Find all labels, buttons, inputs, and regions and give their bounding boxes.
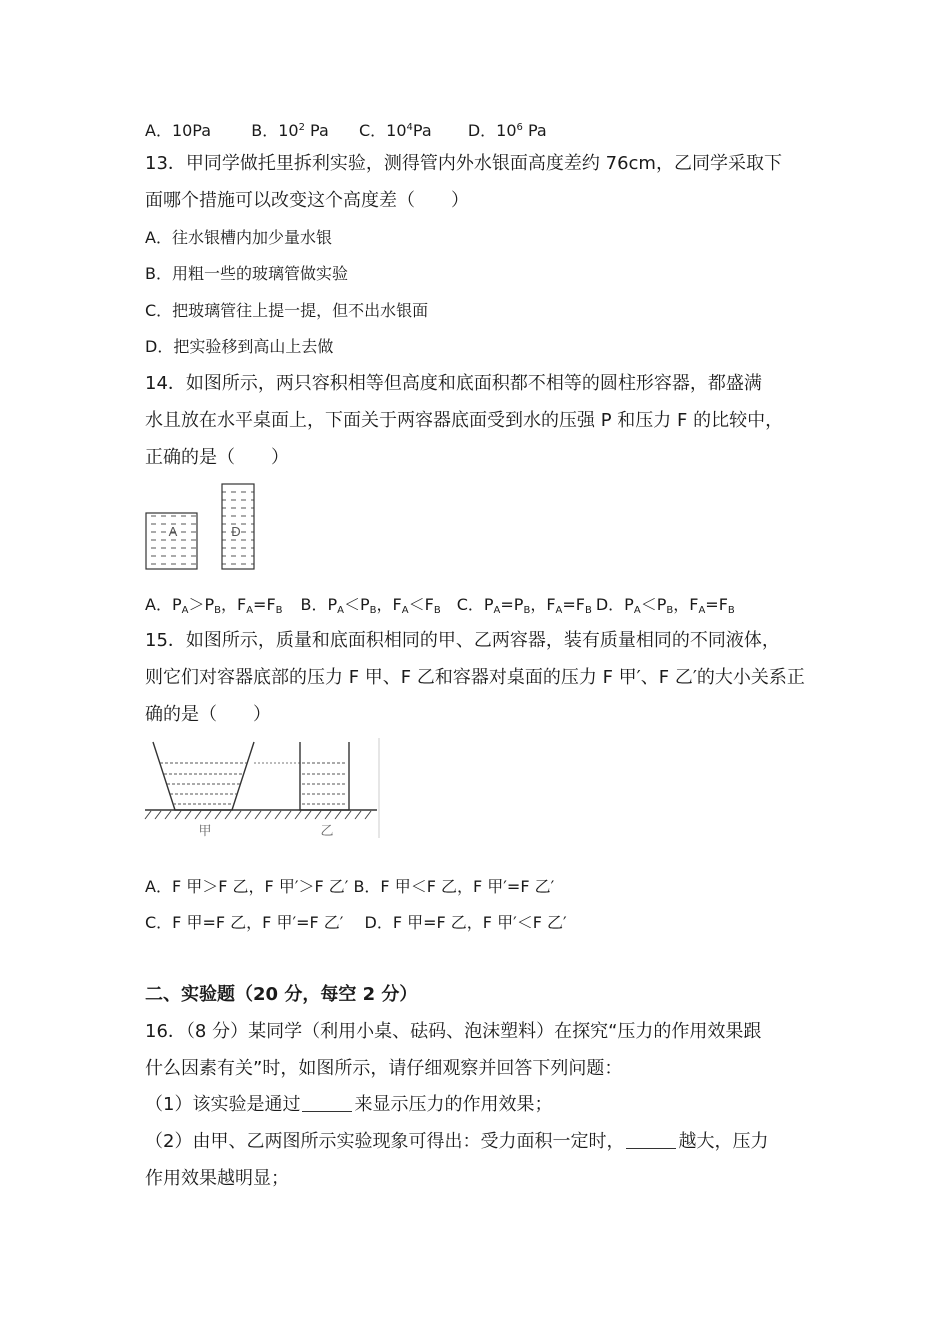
q15-stem-line3: 确的是（ ） bbox=[145, 704, 271, 725]
q14-option-b: B．$P_A<P_B$，$F_A<F_B$ bbox=[300, 595, 441, 616]
q15-stem-line2: 则它们对容器底部的压力 F 甲、F 乙和容器对桌面的压力 F 甲′、F 乙′的大小关系正 bbox=[145, 667, 805, 688]
container-a-label: A bbox=[168, 524, 178, 539]
q12-option-d: D．$10^6$ Pa bbox=[467, 121, 547, 140]
q16-part2-post: 越大，压力 bbox=[678, 1131, 769, 1152]
table-surface bbox=[145, 810, 377, 819]
q13-stem-line1: 13．甲同学做托里拆利实验，测得管内外水银面高度差约 76cm，乙同学采取下 bbox=[145, 153, 782, 174]
q16-part2-line2: 作用效果越明显； bbox=[145, 1168, 289, 1189]
container-yi-label: 乙 bbox=[320, 824, 334, 839]
q16-stem-line1: 16．（8 分）某同学（利用小桌、砝码、泡沫塑料）在探究“压力的作用效果跟 bbox=[145, 1021, 762, 1042]
q14-option-a: A．$P_A>P_B$，$F_A=F_B$ bbox=[145, 595, 283, 616]
container-b bbox=[222, 484, 254, 569]
q13-option-a: A．往水银槽内加少量水银 bbox=[145, 228, 332, 247]
q13-option-c: C．把玻璃管往上提一提，但不出水银面 bbox=[145, 301, 429, 320]
q14-options bbox=[145, 593, 735, 623]
q12-option-b: B．$10^2$ Pa bbox=[251, 121, 329, 140]
q16-stem-line2: 什么因素有关”时，如图所示，请仔细观察并回答下列问题： bbox=[145, 1058, 623, 1079]
q16-part1-pre: （1）该实验是通过 bbox=[145, 1094, 301, 1115]
q15-options-ab: A．F 甲＞F 乙，F 甲′＞F 乙′ B．F 甲＜F 乙，F 甲′=F 乙′ bbox=[145, 877, 555, 896]
q14-option-c: C．$P_A=P_B$，$F_A=F_B$ bbox=[456, 595, 592, 616]
q16-part2 bbox=[145, 1130, 768, 1154]
q13-option-b: B．用粗一些的玻璃管做实验 bbox=[145, 264, 348, 283]
q14-options-text bbox=[0, 0, 1, 1]
q12-option-a: A．10Pa bbox=[145, 121, 212, 140]
q12-option-c: C．$10^4Pa$ bbox=[358, 121, 432, 140]
q15-options-cd: C．F 甲=F 乙，F 甲′=F 乙′ D．F 甲=F 乙，F 甲′＜F 乙′ bbox=[145, 913, 567, 932]
container-yi bbox=[300, 742, 349, 810]
q15-figure bbox=[143, 736, 383, 842]
q16-part1 bbox=[145, 1093, 552, 1117]
q16-part1-blank[interactable] bbox=[302, 1095, 352, 1112]
q16-part1-post: 来显示压力的作用效果； bbox=[354, 1094, 553, 1115]
q14-stem-line3: 正确的是（ ） bbox=[145, 447, 289, 468]
q12-options bbox=[145, 116, 547, 143]
container-a bbox=[146, 513, 197, 569]
q14-option-d: D．$P_A<P_B$，$F_A=F_B$ bbox=[595, 595, 735, 616]
q13-option-d: D．把实验移到高山上去做 bbox=[145, 337, 334, 356]
q15-stem-line1: 15．如图所示，质量和底面积相同的甲、乙两容器，装有质量相同的不同液体， bbox=[145, 630, 780, 651]
q13-stem-line2: 面哪个措施可以改变这个高度差（ ） bbox=[145, 190, 469, 211]
q16-part2-blank[interactable] bbox=[626, 1132, 676, 1149]
q14-stem-line2: 水且放在水平桌面上，下面关于两容器底面受到水的压强 P 和压力 F 的比较中， bbox=[145, 410, 784, 431]
container-b-label: D bbox=[231, 524, 241, 539]
q16-part2-pre: （2）由甲、乙两图所示实验现象可得出：受力面积一定时， bbox=[145, 1131, 625, 1152]
q14-figure bbox=[140, 480, 270, 575]
container-jia bbox=[153, 742, 254, 810]
section-2-title: 二、实验题（20 分，每空 2 分） bbox=[145, 984, 418, 1005]
q14-stem-line1: 14．如图所示，两只容积相等但高度和底面积都不相等的圆柱形容器，都盛满 bbox=[145, 373, 762, 394]
container-jia-label: 甲 bbox=[198, 824, 212, 839]
